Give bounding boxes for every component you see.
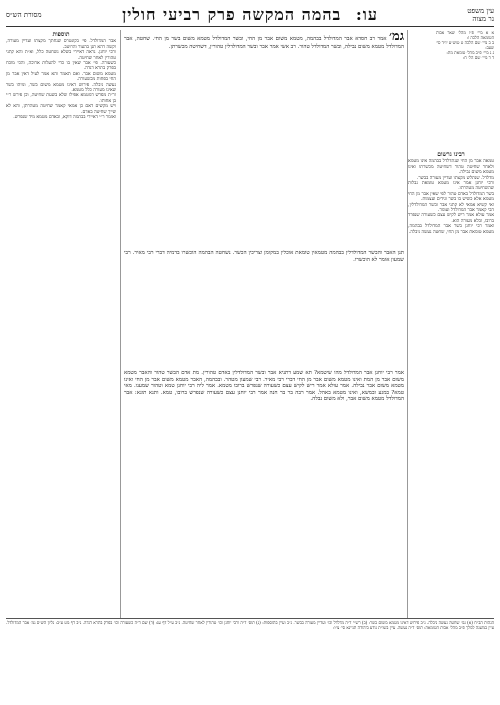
tosafot-paragraph: ואומר ר״י דאיירי בבהמה דוקא, ובאדם מטמא מיד שנפרש. (13, 115, 116, 121)
gemara-middle (124, 250, 404, 370)
tosafot-paragraph: נעשה ניבלה. פירוש דאינו מטמא משום בשר, ומיהו בשר שאינו מעורה כלל מטמא. (6, 82, 116, 94)
gemara-text-wide: אמר רבי יוחנן אבר המדולדל מהו שיטמא? תא שמע דתניא אבר ובשר המדולדלין באדם טהורין. מת אדם הבשר טהור והאבר מטמא משום אבר מן המת ואינו מטמא משום אבר מן החי דברי רבי מאיר. רבי שמעון מטהר. ובבהמה, האבר מטמא משום אבר מן החי ואינו מטמא משום אבר נבילה. אמר עולא אמר ריש לקיש עצם כשעורה שנפרש ברובו מטמא. אמר ליה רבי יוחנן טמא וטהור שמענו. מאי טמא? במגע ובמשא, ואינו מטמא באהל. אמר רבה בר בר חנה אמר רבי יוחנן עצם כשעורה שנפרש ברובו, טמא. ותנא תונא: אבר המדולדל מטמא משום אבר, ולא משום נבלה. (124, 370, 404, 403)
folio-number: עו: (355, 5, 378, 24)
gemara-lower (124, 370, 404, 620)
rashi-column (408, 150, 494, 620)
header-left (6, 11, 66, 19)
masoret-hashas-label: מסורת הש״ס (6, 11, 42, 19)
ein-mishpat-entry: ג ג מיי׳ פ״ב מהל׳ טומאת מת: (446, 50, 494, 55)
footnotes-text: הגהות הב״ח (א) גמ׳ שחטה נעשה ניבלה. נ״ב פירוש דאינו מטמא משום בשר: (ב) רש״י ד״ה מדלדל וכו׳ ועדיין מעורה בבשר. נ״ב ועיין בתוספות: (ג) תוס׳ ד״ה ורבי יוחנן וכו׳ טהורין לאחר שחיטה. נ״ב ע״ל דף עג: (ד) שם ד״ה כשעורה וכו׳ בפרק בתרא דנדה. נ״ב דף מט ע״ב: גליון הש״ס גמ׳ אבר המדולדל. עיין במשנה למלך פ״ב מהל׳ אבות הטומאה: תוס׳ ד״ה נעשה. עיין בשו״ת נודע ביהודה תניינא סי׳ צ״ו: (6, 620, 494, 630)
tosafot-paragraph: ויש מקשים דאם כן אמאי קאמר שחיטה מטהרתן, והא לא שייך שחיטה באדם. (6, 104, 116, 115)
rashi-paragraph: טמאה אבר מן החי שנתדלדל בבהמה אינו מטמא ולאחר שחיטה טהור דשחיטה מכשרתו ואינו מטמא משום נבילה. (408, 159, 494, 176)
page-title (66, 5, 434, 25)
rashi-heading: רבינו גרשום (437, 151, 465, 158)
rashi-paragraph: ורבי יוחנן אמר אינו מטמא טומאת נבלות שהשחיטה מטהרתו. (408, 181, 494, 192)
ner-mitzva-label: נר מצוה (472, 15, 494, 23)
gemara-opening-word: גמ׳ (389, 30, 404, 44)
divider-tosafot (120, 30, 121, 618)
ein-mishpat-entry: ד ד מיי׳ שם הל׳ ח: (462, 55, 494, 60)
gemara-text-mid: תנן האבר והבשר המדולדלין בבהמה מטמאין טומאת אוכלין במקומן וצריכין הכשר. נשחטה הבהמה הוכשרו בדמיה דברי רבי מאיר. רבי שמעון אומר לא הוכשרו. (124, 250, 404, 263)
tosafot-paragraph: ורבי יוחנן. נראה דאיירי בשלא נשחטה כלל, וא״ת והא קתני טהורין לאחר שחיטה. (6, 50, 116, 61)
rashi-paragraph: ואי קשיא אמאי לא קתני אבר ובשר המדולדלין, הכי קאמר אבר המדולדל ועומד. (408, 202, 494, 214)
header-rule (6, 26, 494, 27)
footer-rule (6, 618, 494, 619)
rashi-paragraph: מדלדל. שנתלש מקצתו ועדיין מעורה בבשר. (416, 175, 494, 181)
tosafot-paragraph: מטמא משום אבר. ואם תאמר והא אמר לעיל דאין אבר מן החי בפחות מכשעורה. (6, 71, 116, 83)
header-right (434, 7, 494, 23)
tosafot-paragraph: כשעורה. פי׳ אבר שאין בו כדי להעלות ארוכה, והכי מוכח בפרק בתרא דנדה. (6, 61, 116, 72)
ein-mishpat-label: עין משפט (467, 7, 494, 15)
ein-mishpat-entry: א א מיי׳ פ״ו מהל׳ שאר אבות הטומאה הלכה ו: (436, 30, 494, 40)
rashi-paragraph: אמר עולא אמר ריש לקיש עצם כשעורה שנפרד ברובו, ובלא מעורה הוא. (408, 213, 494, 224)
chapter-title: בהמה המקשה פרק רביעי חולין (122, 5, 342, 24)
rashi-paragraph: בשר המדולדל באדם טהור לפי שאין אבר מן החי מטמא אלא כשיש בו בשר וגידים ועצמות. (408, 191, 494, 203)
ein-mishpat-column (436, 30, 494, 150)
gemara-text-top: אמר רב חסדא אבר המדולדל בבהמה, מטמא משום אבר מן החי, ובשר המדולדל מטמא משום בשר מן החי. שחטה, אבר המדולדל מטמא משום נבילה, ובשר המדולדל טהור. רב אשי אמר אבר ובשר המדולדלין טהורין, דשחיטה מכשרתן. (124, 36, 404, 50)
tosafot-heading: תוספות (52, 31, 70, 38)
tosafot-column (6, 30, 116, 620)
gemara-top (124, 30, 404, 250)
tosafot-paragraph: אבר המדולדל. פי׳ בקונטרס שנחתך מקצתו ועדיין מעורה, וקשה דהא תנן בהעור והרוטב. (6, 39, 116, 50)
rashi-paragraph: ואמר רבי יוחנן בשר אבר המדולדל בבהמה, מטמא טומאת אבר מן החי, שחטה נעשה ניבלה. (408, 224, 494, 235)
ein-mishpat-entry: ב ב מיי׳ שם הלכה ט טוש״ע יו״ד סי׳ שעב: (436, 40, 494, 50)
tosafot-paragraph: ור״ת מפרש דמטמא אפילו שלא בשעת שחיטה, וכן פירש ר״י בן אחותו. (6, 93, 116, 104)
footnotes-block (6, 620, 494, 698)
page-header (6, 4, 494, 26)
